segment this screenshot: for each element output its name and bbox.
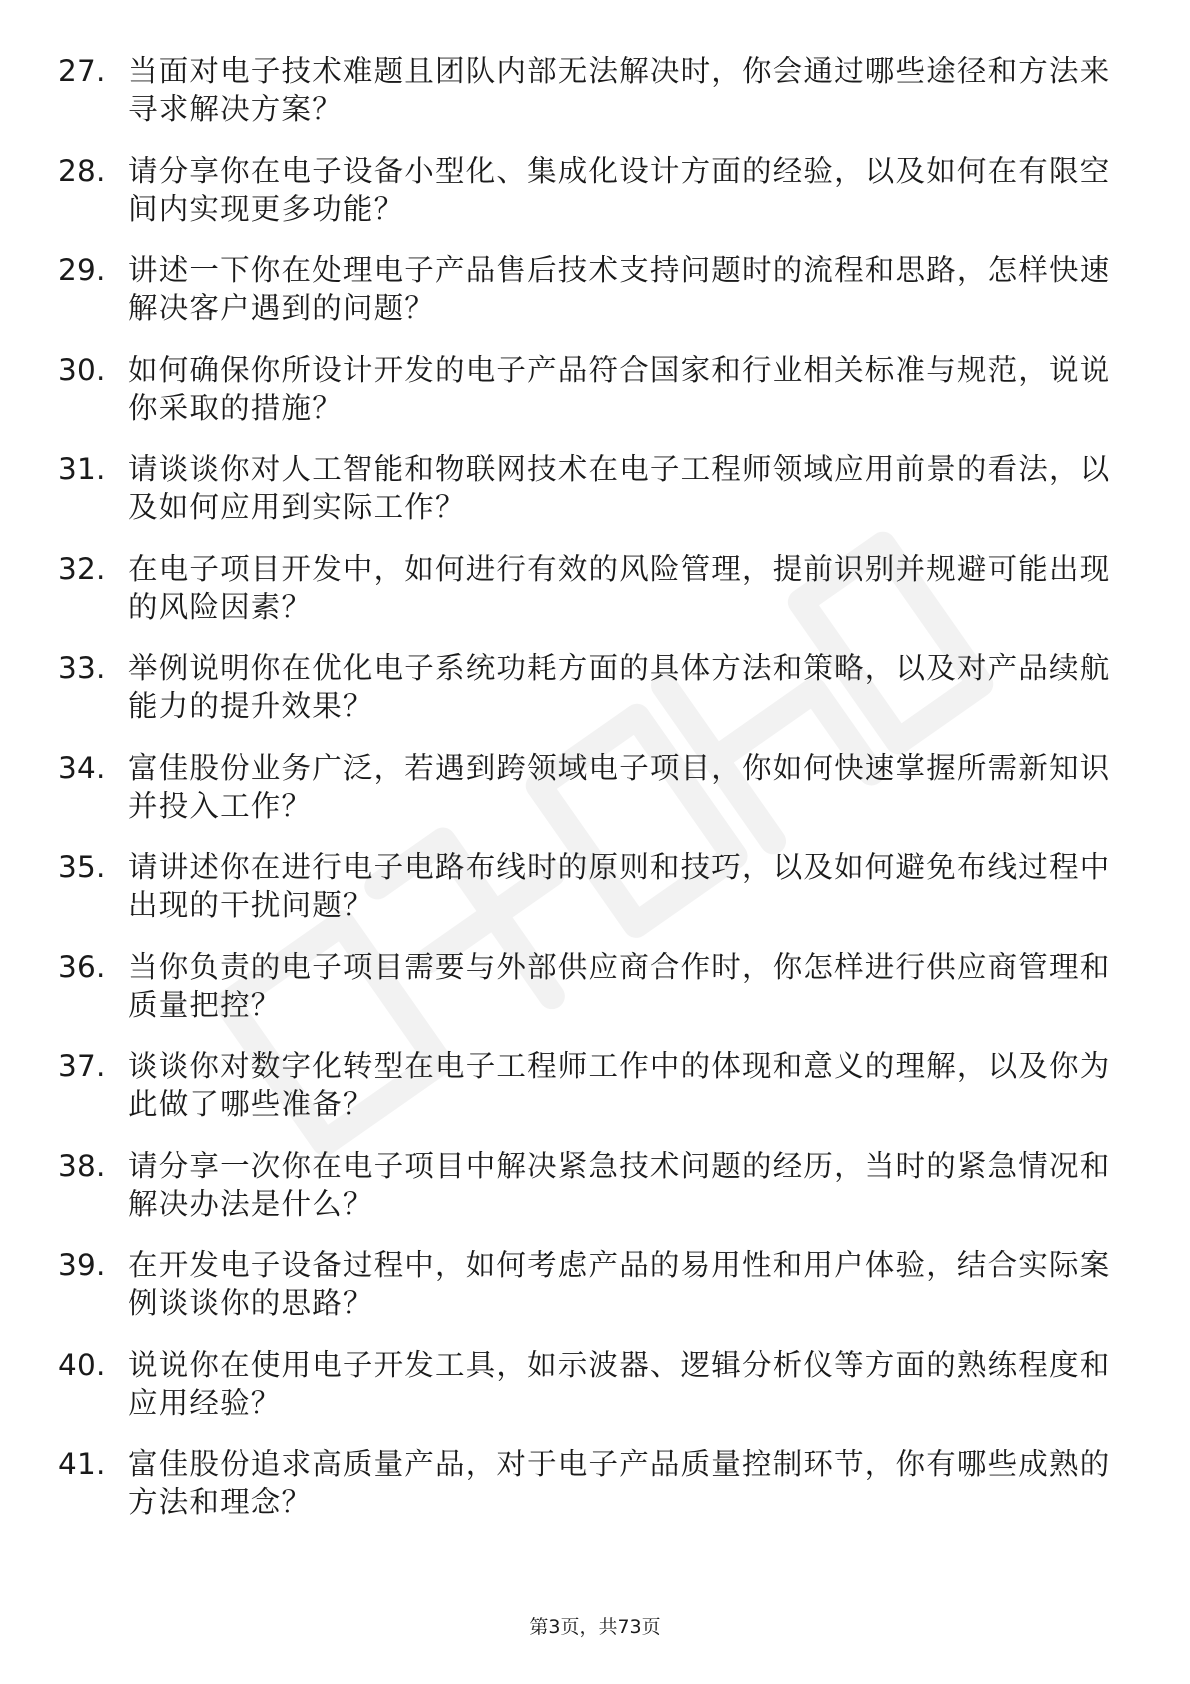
question-text: 富佳股份追求高质量产品，对于电子产品质量控制环节，你有哪些成熟的方法和理念？ (128, 1447, 1111, 1519)
question-text: 请谈谈你对人工智能和物联网技术在电子工程师领域应用前景的看法，以及如何应用到实际工作？ (128, 452, 1111, 524)
question-item (58, 450, 1118, 526)
question-text: 谈谈你对数字化转型在电子工程师工作中的体现和意义的理解，以及你为此做了哪些准备？ (128, 1049, 1111, 1121)
question-text: 讲述一下你在处理电子产品售后技术支持问题时的流程和思路，怎样快速解决客户遇到的问题？ (128, 253, 1111, 325)
question-item (58, 1047, 1118, 1123)
question-text: 说说你在使用电子开发工具，如示波器、逻辑分析仪等方面的熟练程度和应用经验？ (128, 1347, 1111, 1420)
page-footer: 第3页，共73页 (529, 1616, 661, 1638)
question-number: 28. (58, 153, 106, 188)
question-number: 38. (58, 1148, 106, 1183)
question-text: 如何确保你所设计开发的电子产品符合国家和行业相关标准与规范，说说你采取的措施？ (128, 352, 1111, 425)
question-number: 36. (58, 949, 106, 984)
question-item (58, 52, 1118, 128)
question-number: 39. (58, 1248, 106, 1282)
question-number: 35. (58, 850, 106, 884)
question-item (58, 550, 1118, 626)
question-number: 33. (58, 651, 106, 685)
question-number: 37. (58, 1049, 106, 1083)
question-text: 在开发电子设备过程中，如何考虑产品的易用性和用户体验，结合实际案例谈谈你的思路？ (128, 1248, 1111, 1320)
question-item (58, 948, 1118, 1024)
question-item (58, 251, 1118, 327)
question-number: 30. (58, 352, 106, 387)
question-number: 32. (58, 551, 106, 586)
question-item (58, 351, 1118, 427)
question-number: 29. (58, 253, 106, 287)
question-text: 请分享一次你在电子项目中解决紧急技术问题的经历，当时的紧急情况和解决办法是什么？ (128, 1148, 1111, 1221)
question-text: 当你负责的电子项目需要与外部供应商合作时，你怎样进行供应商管理和质量把控？ (128, 949, 1111, 1022)
question-text: 在电子项目开发中，如何进行有效的风险管理，提前识别并规避可能出现的风险因素？ (128, 551, 1111, 624)
question-number: 40. (58, 1347, 106, 1382)
question-number: 34. (58, 750, 106, 785)
question-number: 31. (58, 452, 106, 486)
question-text: 举例说明你在优化电子系统功耗方面的具体方法和策略，以及对产品续航能力的提升效果？ (128, 651, 1111, 723)
question-item (58, 848, 1118, 924)
question-item (58, 1147, 1118, 1223)
question-number: 41. (58, 1447, 106, 1481)
question-item (58, 649, 1118, 725)
question-item (58, 1246, 1118, 1322)
question-text: 富佳股份业务广泛，若遇到跨领域电子项目，你如何快速掌握所需新知识并投入工作？ (128, 750, 1111, 823)
question-text: 当面对电子技术难题且团队内部无法解决时，你会通过哪些途径和方法来寻求解决方案？ (128, 54, 1111, 126)
question-item (58, 1445, 1118, 1521)
question-number: 27. (58, 54, 106, 88)
question-item (58, 749, 1118, 825)
question-text: 请分享你在电子设备小型化、集成化设计方面的经验，以及如何在有限空间内实现更多功能？ (128, 153, 1111, 226)
question-list (58, 52, 1118, 1545)
question-item (58, 1346, 1118, 1422)
question-item (58, 152, 1118, 228)
question-text: 请讲述你在进行电子电路布线时的原则和技巧，以及如何避免布线过程中出现的干扰问题？ (128, 850, 1111, 922)
